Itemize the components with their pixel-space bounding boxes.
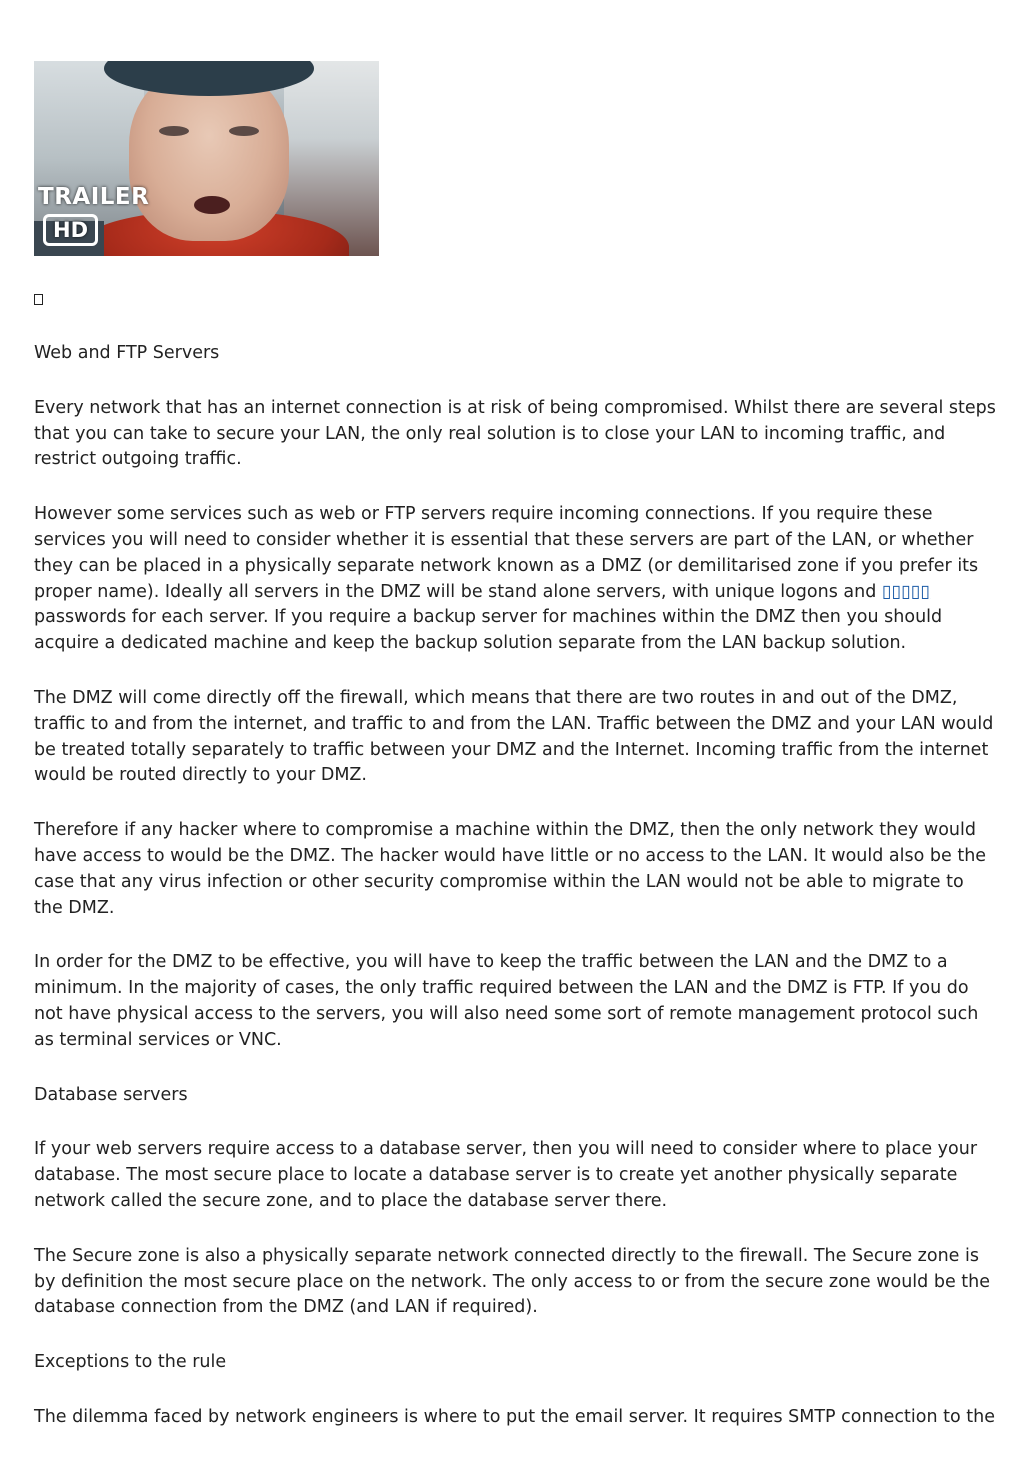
section-heading-web-ftp: Web and FTP Servers — [34, 343, 220, 363]
paragraph: If your web servers require access to a database server, then you will need to consider where to place your database. The most secure place to locate a database server is to create yet another physically separate network called the secure zone, and to place the database server there. — [34, 1139, 978, 1211]
thumbnail-eye-right — [229, 126, 259, 136]
paragraph: Every network that has an internet connection is at risk of being compromised. Whilst there are several steps that you can take to secure your LAN, the only real solution is to close your LAN to incoming traffic, and restrict outgoing traffic. — [34, 397, 996, 470]
thumbnail-eye-left — [159, 126, 189, 136]
article-body — [34, 341, 996, 1460]
video-thumbnail[interactable] — [34, 61, 379, 256]
inline-link[interactable]: ▯▯▯▯▯ — [881, 581, 931, 602]
paragraph: The DMZ will come directly off the firewall, which means that there are two routes in and out of the DMZ, traffic to and from the internet, and traffic to and from the LAN. Traffic between the DMZ and your LAN would be treated totally separately to traffic between your DMZ and the Internet. Incoming traffic from the internet would be routed directly to your DMZ. — [34, 687, 994, 786]
document-page — [34, 61, 996, 1427]
trailer-badge: TRAILER — [38, 184, 150, 210]
section-heading-exceptions: Exceptions to the rule — [34, 1352, 227, 1373]
thumbnail-mouth — [194, 196, 230, 214]
paragraph-text: passwords for each server. If you require a backup server for machines within the DMZ then you should acquire a dedicated machine and keep the backup solution separate from the LAN backup solution. — [34, 607, 943, 654]
paragraph: The Secure zone is also a physically separate network connected directly to the firewall. The Secure zone is by definition the most secure place on the network. The only access to or from the secure zone would be the database connection from the DMZ (and LAN if required). — [34, 1245, 990, 1318]
hd-badge: HD — [43, 214, 98, 246]
section-heading-database: Database servers — [34, 1084, 188, 1105]
paragraph: The dilemma faced by network engineers is where to put the email server. It requires SMTP connection to the — [34, 1406, 995, 1427]
missing-glyph-icon — [34, 294, 43, 305]
paragraph: In order for the DMZ to be effective, you will have to keep the traffic between the LAN and the DMZ to a minimum. In the majority of cases, the only traffic required between the LAN and the DMZ is FTP. If you do not have physical access to the servers, you will also need some sort of remote management protocol such as terminal services or VNC. — [34, 952, 979, 1050]
paragraph-text: However some services such as web or FTP servers require incoming connections. If you require these services you will need to consider whether it is essential that these servers are part of the LAN, or whether they can be placed in a physically separate network known as a DMZ (or demilitarised zone if you prefer its proper name). Ideally all servers in the DMZ will be stand alone servers, with unique logons and — [34, 504, 979, 602]
paragraph — [34, 502, 996, 657]
paragraph: Therefore if any hacker where to compromise a machine within the DMZ, then the only network they would have access to would be the DMZ. The hacker would have little or no access to the LAN. It would also be the case that any virus infection or other security compromise within the LAN would not be able to migrate to the DMZ. — [34, 820, 987, 918]
